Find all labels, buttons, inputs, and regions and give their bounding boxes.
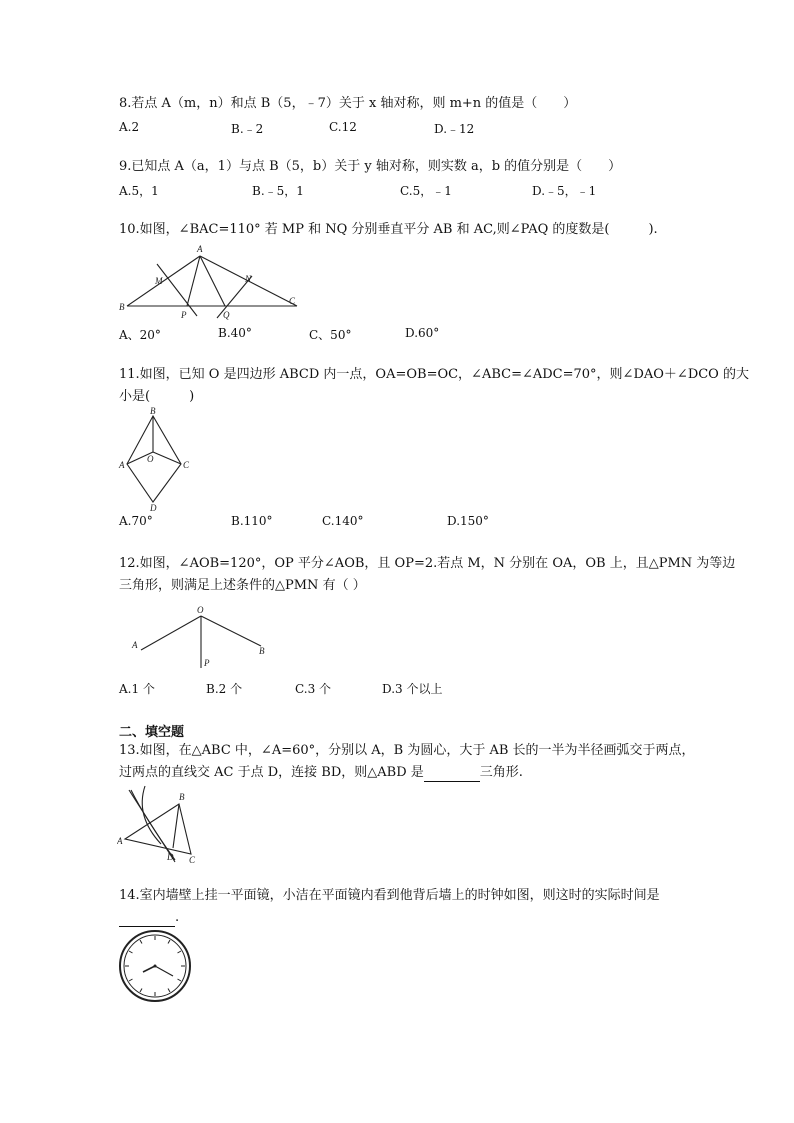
q10-option-a: A、20° (119, 328, 161, 342)
q12-label-p: P (204, 658, 210, 668)
q11-label-c: C (183, 460, 190, 470)
q9-stem: 9.已知点 A（a，1）与点 B（5，b）关于 y 轴对称，则实数 a，b 的值分别是（ ） (119, 159, 622, 174)
q10-line-aq (200, 256, 225, 306)
q13-stem-line2-pre: 过两点的直线交 AC 于点 D，连接 BD，则△ABD 是 (119, 765, 424, 780)
q11-label-a: A (119, 460, 125, 470)
q12-stem-line1: 12.如图，∠AOB=120°，OP 平分∠AOB，且 OP=2.若点 M，N 分别在 OA，OB 上，且△PMN 为等边 (119, 556, 736, 571)
q10-label-a: A (197, 244, 203, 254)
q8-option-a: A.2 (119, 120, 140, 134)
q14-stem-line2-post: . (175, 910, 180, 925)
q8-option-b: B.﹣2 (231, 122, 264, 136)
q12-option-c: C.3 个 (295, 682, 332, 696)
q10-figure (117, 242, 302, 322)
q13-stem-line2-post: 三角形. (479, 765, 523, 780)
q11-option-d: D.150° (447, 514, 489, 528)
q10-label-n: N (245, 274, 252, 284)
q12-figure (127, 602, 277, 672)
q13-line-bd (173, 804, 179, 848)
q9-option-c: C.5，﹣1 (400, 184, 452, 198)
q11-line-oc (153, 452, 181, 464)
q13-label-b: B (179, 792, 185, 802)
q13-answer-blank (424, 765, 480, 782)
q12-ray-oa (141, 616, 201, 650)
q13-stem-line2 (119, 765, 523, 782)
q13-label-d: D (167, 852, 174, 862)
q10-stem: 10.如图，∠BAC=110° 若 MP 和 NQ 分别垂直平分 AB 和 AC,则∠PAQ 的度数是( ). (119, 222, 658, 237)
q11-stem-line1: 11.如图，已知 O 是四边形 ABCD 内一点，OA=OB=OC，∠ABC=∠ADC=70°，则∠DAO＋∠DCO 的大 (119, 367, 749, 382)
q13-arc-a (131, 790, 175, 860)
q14-stem-line2 (119, 910, 179, 927)
q9-option-b: B.﹣5，1 (252, 184, 304, 198)
q14-clock-figure (117, 928, 193, 1004)
q10-label-m: M (155, 276, 163, 286)
q11-label-o: O (147, 454, 154, 464)
q10-option-b: B.40° (218, 326, 252, 340)
q9-option-a: A.5，1 (119, 184, 159, 198)
q10-label-p: P (181, 310, 187, 320)
q10-label-q: Q (223, 310, 230, 320)
section-title-fill-in: 二、填空题 (119, 725, 185, 740)
q11-option-b: B.110° (231, 514, 273, 528)
q12-label-a: A (132, 640, 138, 650)
q11-option-a: A.70° (119, 514, 153, 528)
q10-label-c: C (289, 296, 296, 306)
q11-label-d: D (150, 503, 157, 512)
q12-option-a: A.1 个 (119, 682, 155, 696)
q13-label-c: C (189, 855, 196, 864)
q12-ray-ob (201, 616, 261, 646)
q11-stem-line2: 小是( ) (119, 389, 195, 404)
clock-minute-hand (155, 966, 173, 976)
q10-label-b: B (119, 302, 125, 312)
q13-label-a: A (117, 836, 123, 846)
q14-stem-line1: 14.室内墙壁上挂一平面镜，小洁在平面镜内看到他背后墙上的时钟如图，则这时的实际时间是 (119, 888, 660, 903)
q10-option-c: C、50° (309, 328, 352, 342)
q9-option-d: D.﹣5，﹣1 (532, 184, 597, 198)
q13-triangle-abc (125, 804, 191, 854)
clock-hour-hand (143, 966, 155, 972)
q12-option-d: D.3 个以上 (382, 682, 443, 696)
q14-answer-blank (119, 910, 175, 927)
q11-label-b: B (150, 406, 156, 416)
q11-figure (117, 406, 197, 512)
q11-option-c: C.140° (322, 514, 364, 528)
clock-center (154, 965, 157, 968)
q8-option-d: D.﹣12 (434, 122, 475, 136)
q8-stem: 8.若点 A（m，n）和点 B（5，﹣7）关于 x 轴对称，则 m+n 的值是（ ） (119, 96, 577, 111)
q8-option-c: C.12 (329, 120, 357, 134)
q13-figure (117, 784, 199, 864)
q11-quadrilateral (127, 416, 181, 502)
q13-stem-line1: 13.如图，在△ABC 中，∠A=60°，分别以 A，B 为圆心，大于 AB 长的一半为半径画弧交于两点， (119, 743, 695, 758)
q10-option-d: D.60° (405, 326, 440, 340)
q12-option-b: B.2 个 (206, 682, 243, 696)
q12-stem-line2: 三角形，则满足上述条件的△PMN 有（ ） (119, 578, 366, 593)
q12-label-o: O (197, 605, 204, 615)
q12-label-b: B (259, 646, 265, 656)
